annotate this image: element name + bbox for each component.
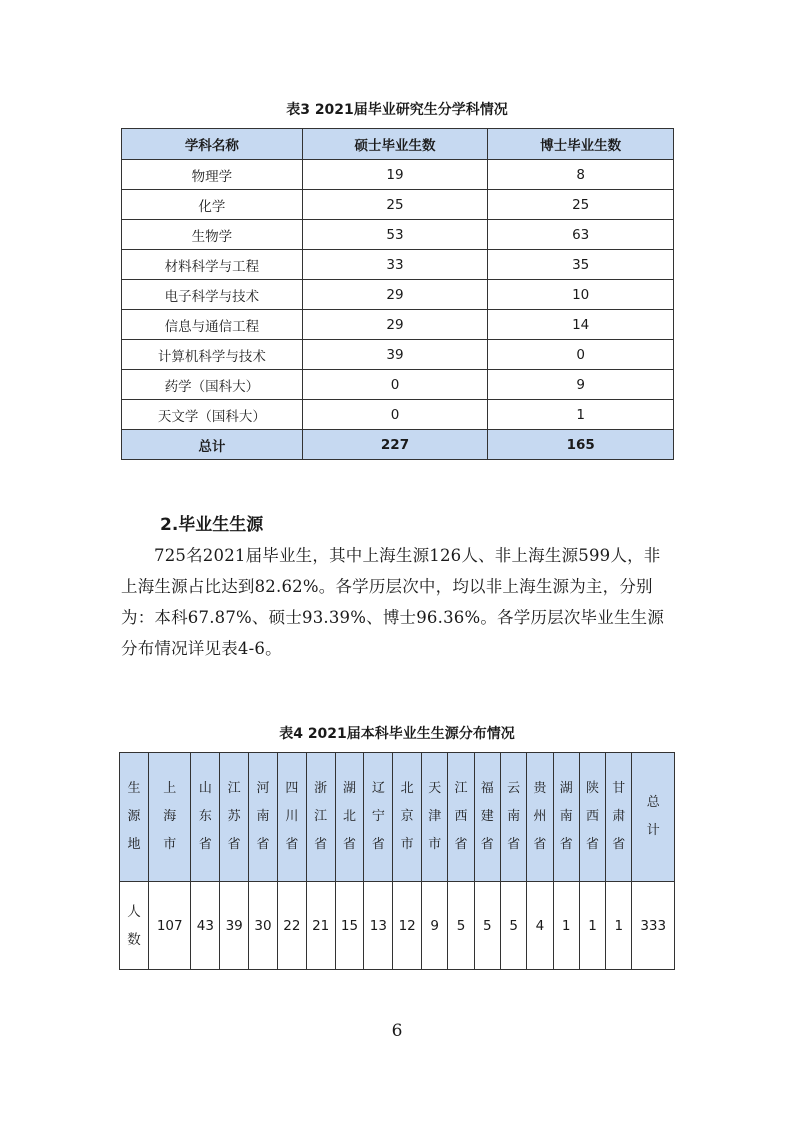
region-header-cell: 河南省: [249, 753, 278, 882]
cell: 39: [302, 340, 488, 370]
cell: 63: [488, 220, 674, 250]
cell: 25: [488, 190, 674, 220]
table4-region-row: [120, 753, 675, 882]
cell: 信息与通信工程: [122, 310, 303, 340]
table4-undergrad-origin: [119, 752, 675, 970]
count-cell: 107: [149, 882, 191, 970]
cell: 8: [488, 160, 674, 190]
cell: 化学: [122, 190, 303, 220]
cell: 材料科学与工程: [122, 250, 303, 280]
table4-count-row: [120, 882, 675, 970]
header-masters: 硕士毕业生数: [302, 129, 488, 160]
count-cell: 12: [393, 882, 422, 970]
cell: 1: [488, 400, 674, 430]
count-cell: 30: [249, 882, 278, 970]
table-row: [122, 220, 674, 250]
cell: 19: [302, 160, 488, 190]
table-total-row: [122, 430, 674, 460]
cell: 0: [302, 370, 488, 400]
region-header-cell: 陕西省: [579, 753, 605, 882]
cell: 25: [302, 190, 488, 220]
page-number: 6: [391, 1021, 403, 1041]
cell: 生物学: [122, 220, 303, 250]
region-header-cell: 北京市: [393, 753, 422, 882]
cell: 0: [488, 340, 674, 370]
section-heading: 2.毕业生生源: [160, 515, 264, 535]
cell: 药学（国科大）: [122, 370, 303, 400]
count-cell: 5: [474, 882, 500, 970]
region-header-cell: 云南省: [500, 753, 526, 882]
count-cell: 15: [335, 882, 364, 970]
cell: 29: [302, 280, 488, 310]
count-cell: 1: [606, 882, 632, 970]
cell: 14: [488, 310, 674, 340]
table-row: [122, 160, 674, 190]
region-header-cell: 上海市: [149, 753, 191, 882]
count-cell: 1: [553, 882, 579, 970]
count-cell: 9: [422, 882, 448, 970]
cell: 电子科学与技术: [122, 280, 303, 310]
cell: 35: [488, 250, 674, 280]
table-row: [122, 190, 674, 220]
header-doctoral: 博士毕业生数: [488, 129, 674, 160]
count-cell: 5: [448, 882, 474, 970]
cell: 10: [488, 280, 674, 310]
header-discipline: 学科名称: [122, 129, 303, 160]
region-header-cell: 四川省: [277, 753, 306, 882]
region-header-cell: 江西省: [448, 753, 474, 882]
count-cell: 5: [500, 882, 526, 970]
region-header-cell: 浙江省: [306, 753, 335, 882]
count-cell: 21: [306, 882, 335, 970]
region-header-cell: 辽宁省: [364, 753, 393, 882]
cell: 0: [302, 400, 488, 430]
region-header-cell: 湖北省: [335, 753, 364, 882]
region-header-cell: 湖南省: [553, 753, 579, 882]
region-header-cell: 山东省: [191, 753, 220, 882]
cell: 天文学（国科大）: [122, 400, 303, 430]
table-row: [122, 280, 674, 310]
cell: 227: [302, 430, 488, 460]
cell: 33: [302, 250, 488, 280]
table4-caption: 表4 2021届本科毕业生生源分布情况: [279, 726, 515, 742]
table-row: [122, 370, 674, 400]
row-label-count: 人数: [120, 882, 149, 970]
cell: 53: [302, 220, 488, 250]
region-header-cell: 福建省: [474, 753, 500, 882]
region-header-cell: 总计: [632, 753, 675, 882]
section-paragraph: 725名2021届毕业生，其中上海生源126人、非上海生源599人，非上海生源占比达到82.62%。各学历层次中，均以非上海生源为主，分别为：本科67.87%、硕士93.39%、博士96.36%。各学历层次毕业生生源分布情况详见表4-6。: [121, 546, 665, 658]
region-header-cell: 甘肃省: [606, 753, 632, 882]
count-cell: 43: [191, 882, 220, 970]
table3-graduate-by-discipline: [121, 128, 674, 460]
count-cell: 333: [632, 882, 675, 970]
region-header-cell: 贵州省: [527, 753, 553, 882]
count-cell: 4: [527, 882, 553, 970]
region-header-cell: 江苏省: [220, 753, 249, 882]
table-row: [122, 400, 674, 430]
cell: 29: [302, 310, 488, 340]
cell: 计算机科学与技术: [122, 340, 303, 370]
table-row: [122, 310, 674, 340]
region-header-cell: 天津市: [422, 753, 448, 882]
cell: 9: [488, 370, 674, 400]
cell: 物理学: [122, 160, 303, 190]
table3-caption: 表3 2021届毕业研究生分学科情况: [286, 102, 508, 118]
cell: 165: [488, 430, 674, 460]
row-label-origin: 生源地: [120, 753, 149, 882]
count-cell: 1: [579, 882, 605, 970]
table-row: [122, 250, 674, 280]
count-cell: 13: [364, 882, 393, 970]
table-row: [122, 340, 674, 370]
cell: 总计: [122, 430, 303, 460]
count-cell: 22: [277, 882, 306, 970]
count-cell: 39: [220, 882, 249, 970]
